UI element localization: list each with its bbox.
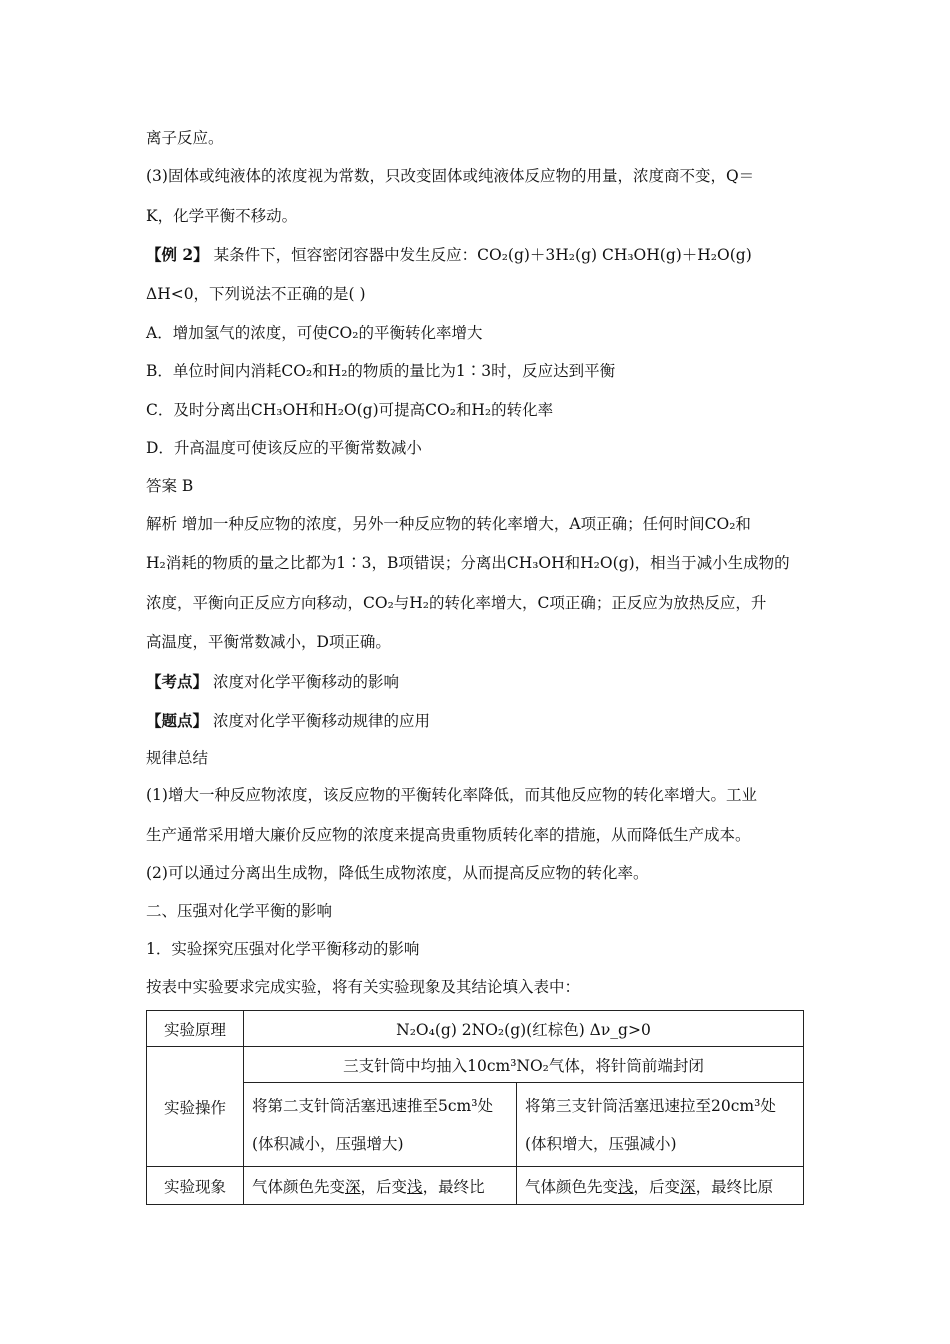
example-tag: 【例 2】: [146, 245, 209, 264]
rule-line: 生产通常采用增大廉价反应物的浓度来提高贵重物质转化率的措施，从而降低生产成本。: [146, 826, 751, 844]
tidian-tag: 【题点】: [146, 711, 209, 730]
tidian-text: 浓度对化学平衡移动规律的应用: [212, 712, 430, 730]
cell-text: ，最终比原: [695, 1177, 774, 1196]
cell-text: 气体颜色先变: [252, 1177, 346, 1196]
rule-line: (2)可以通过分离出生成物，降低生成物浓度，从而提高反应物的转化率。: [146, 864, 649, 882]
cell-line: 将第二支针筒活塞迅速推至5cm³处: [252, 1096, 493, 1115]
operation-common-cell: 三支针筒中均抽入10cm³NO₂气体，将针筒前端封闭: [244, 1047, 804, 1083]
text-line: K，化学平衡不移动。: [146, 207, 298, 225]
option-a: A．增加氢气的浓度，可使CO₂的平衡转化率增大: [146, 324, 483, 342]
underlined-answer: 深: [680, 1177, 696, 1196]
rule-line: (1)增大一种反应物浓度，该反应物的平衡转化率降低，而其他反应物的转化率增大。工业: [146, 786, 757, 804]
operation-push-cell: [244, 1083, 517, 1167]
underlined-answer: 浅: [618, 1177, 634, 1196]
principle-cell: N₂O₄(g) 2NO₂(g)(红棕色) Δν_g>0: [244, 1011, 804, 1047]
tidian: [146, 711, 430, 731]
experiment-table: [146, 1010, 804, 1205]
cell-text: ，最终比: [422, 1177, 485, 1196]
row-label: 实验原理: [147, 1011, 244, 1047]
cell-text: ，后变: [633, 1177, 681, 1196]
analysis-line: 浓度，平衡向正反应方向移动，CO₂与H₂的转化率增大，C项正确；正反应为放热反应，升: [146, 594, 767, 612]
option-b: B．单位时间内消耗CO₂和H₂的物质的量比为1∶3时，反应达到平衡: [146, 362, 616, 380]
underlined-answer: 深: [345, 1177, 361, 1196]
analysis-line: 解析 增加一种反应物的浓度，另外一种反应物的转化率增大，A项正确；任何时间CO₂和: [146, 515, 751, 533]
cell-line: (体积增大，压强减小): [525, 1134, 677, 1153]
section-heading: 二、压强对化学平衡的影响: [146, 902, 333, 920]
underlined-answer: 浅: [407, 1177, 423, 1196]
kaodian: [146, 672, 399, 692]
row-label: 实验现象: [147, 1167, 244, 1205]
subsection-heading: 1．实验探究压强对化学平衡移动的影响: [146, 940, 420, 958]
cell-text: 气体颜色先变: [525, 1177, 619, 1196]
text-line: ΔH<0，下列说法不正确的是( ): [146, 285, 366, 303]
cell-line: 将第三支针筒活塞迅速拉至20cm³处: [525, 1096, 776, 1115]
analysis-line: H₂消耗的物质的量之比都为1∶3，B项错误；分离出CH₃OH和H₂O(g)，相当于减小生成物的: [146, 554, 790, 572]
phenomenon-left-cell: [244, 1167, 517, 1205]
example-2-heading: [146, 245, 752, 265]
example-text: 某条件下，恒容密闭容器中发生反应：CO₂(g)＋3H₂(g) CH₃OH(g)＋H₂O(g): [213, 246, 752, 264]
row-label: 实验操作: [147, 1047, 244, 1167]
answer: 答案 B: [146, 477, 194, 495]
phenomenon-right-cell: [517, 1167, 804, 1205]
analysis-line: 高温度，平衡常数减小，D项正确。: [146, 633, 391, 651]
cell-line: (体积减小，压强增大): [252, 1134, 404, 1153]
text-line: (3)固体或纯液体的浓度视为常数，只改变固体或纯液体反应物的用量，浓度商不变，Q＝: [146, 167, 755, 185]
kaodian-text: 浓度对化学平衡移动的影响: [212, 673, 399, 691]
option-c: C．及时分离出CH₃OH和H₂O(g)可提高CO₂和H₂的转化率: [146, 401, 554, 419]
option-d: D．升高温度可使该反应的平衡常数减小: [146, 439, 422, 457]
cell-text: ，后变: [360, 1177, 408, 1196]
text-line: 按表中实验要求完成实验，将有关实验现象及其结论填入表中：: [146, 978, 581, 996]
kaodian-tag: 【考点】: [146, 672, 209, 691]
rule-title: 规律总结: [146, 749, 209, 767]
operation-pull-cell: [517, 1083, 804, 1167]
text-line: 离子反应。: [146, 129, 224, 147]
